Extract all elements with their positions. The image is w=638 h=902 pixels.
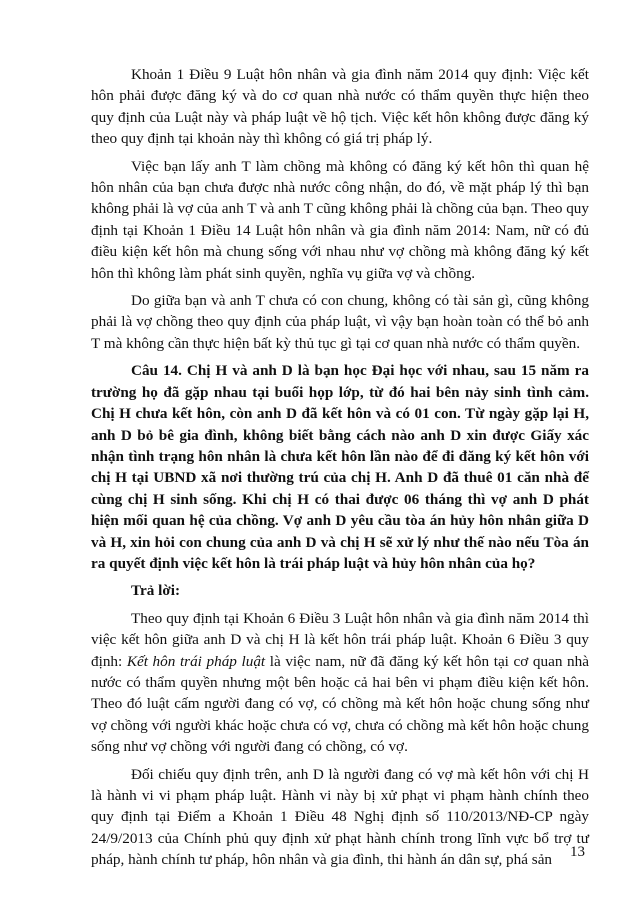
document-page <box>91 64 589 871</box>
paragraph-conclusion: Do giữa bạn và anh T chưa có con chung, không có tài sản gì, cũng không phải là vợ chồng theo quy định của pháp luật, vì vậy bạn hoàn toàn có thể bỏ anh T mà không cần thực hiện bất kỳ thủ tục gì tại cơ quan nhà nước có thẩm quyền. <box>91 292 589 352</box>
answer-label: Trả lời: <box>131 582 181 600</box>
answer-paragraph-1 <box>91 608 589 758</box>
answer-paragraph-1-end: là việc nam, nữ đã đăng ký kết hôn tại cơ quan nhà nước có thẩm quyền nhưng một bên hoặc cả hai bên vi phạm điều kiện kết hôn. Theo đó luật cấm người đang có vợ, có chồng mà kết hôn hoặc chung sống như vợ chồng với người khác hoặc chưa có vợ, chưa có chồng mà kết hôn hoặc chung sống như vợ chồng với người đang có chồng, có vợ. <box>91 652 589 756</box>
answer-paragraph-2: Đối chiếu quy định trên, anh D là người đang có vợ mà kết hôn với chị H là hành vi vi phạm pháp luật. Hành vi này bị xử phạt vi phạm hành chính theo quy định tại Điểm a Khoản 1 Điều 48 Nghị định số 110/2013/NĐ-CP ngày 24/9/2013 của Chính phủ quy định xử phạt hành chính trong lĩnh vực bổ trợ tư pháp, hành chính tư pháp, hôn nhân và gia đình, thi hành án dân sự, phá sản <box>91 765 589 869</box>
paragraph-no-registration: Việc bạn lấy anh T làm chồng mà không có đăng ký kết hôn thì quan hệ hôn nhân của bạn chưa được nhà nước công nhận, do đó, về mặt pháp lý thì bạn không phải là vợ của anh T và anh T cũng không phải là chồng của bạn. Theo quy định tại Khoản 1 Điều 14 Luật hôn nhân và gia đình năm 2014: Nam, nữ có đủ điều kiện kết hôn mà chung sống với nhau như vợ chồng mà không đăng ký kết hôn thì không làm phát sinh quyền, nghĩa vụ giữa vợ và chồng. <box>91 157 589 282</box>
answer-paragraph-1-start: Theo quy định tại Khoản 6 Điều 3 Luật hôn nhân và gia đình năm 2014 thì việc kết hôn giữa anh D và chị H là kết hôn trái pháp luật. Khoản 6 Điều 3 quy định: <box>91 609 589 670</box>
illegal-marriage-term: Kết hôn trái pháp luật <box>126 652 266 670</box>
question-14: Câu 14. Chị H và anh D là bạn học Đại học với nhau, sau 15 năm ra trường họ đã gặp nhau tại buổi họp lớp, từ đó hai bên nảy sinh tình cảm. Chị H chưa kết hôn, còn anh D đã kết hôn và có 01 con. Từ ngày gặp lại H, anh D bỏ bê gia đình, không biết bằng cách nào anh D xin được Giấy xác nhận tình trạng hôn nhân là chưa kết hôn lần nào để đi đăng ký kết hôn với chị H tại UBND xã nơi thường trú của chị H. Anh D đã thuê 01 căn nhà để cùng chị H sinh sống. Khi chị H có thai được 06 tháng thì vợ anh D phát hiện mối quan hệ của chồng. Vợ anh D yêu cầu tòa án hủy hôn nhân giữa D và H, xin hỏi con chung của anh D và chị H sẽ xử lý như thế nào nếu Tòa án ra quyết định việc kết hôn là trái pháp luật và hủy hôn nhân của họ? <box>91 362 589 572</box>
paragraph-article-9: Khoản 1 Điều 9 Luật hôn nhân và gia đình năm 2014 quy định: Việc kết hôn phải được đăng ký và do cơ quan nhà nước có thẩm quyền thực hiện theo quy định của Luật này và pháp luật về hộ tịch. Việc kết hôn không được đăng ký theo quy định tại khoản này thì không có giá trị pháp lý. <box>91 66 589 148</box>
page-number: 13 <box>570 844 585 860</box>
